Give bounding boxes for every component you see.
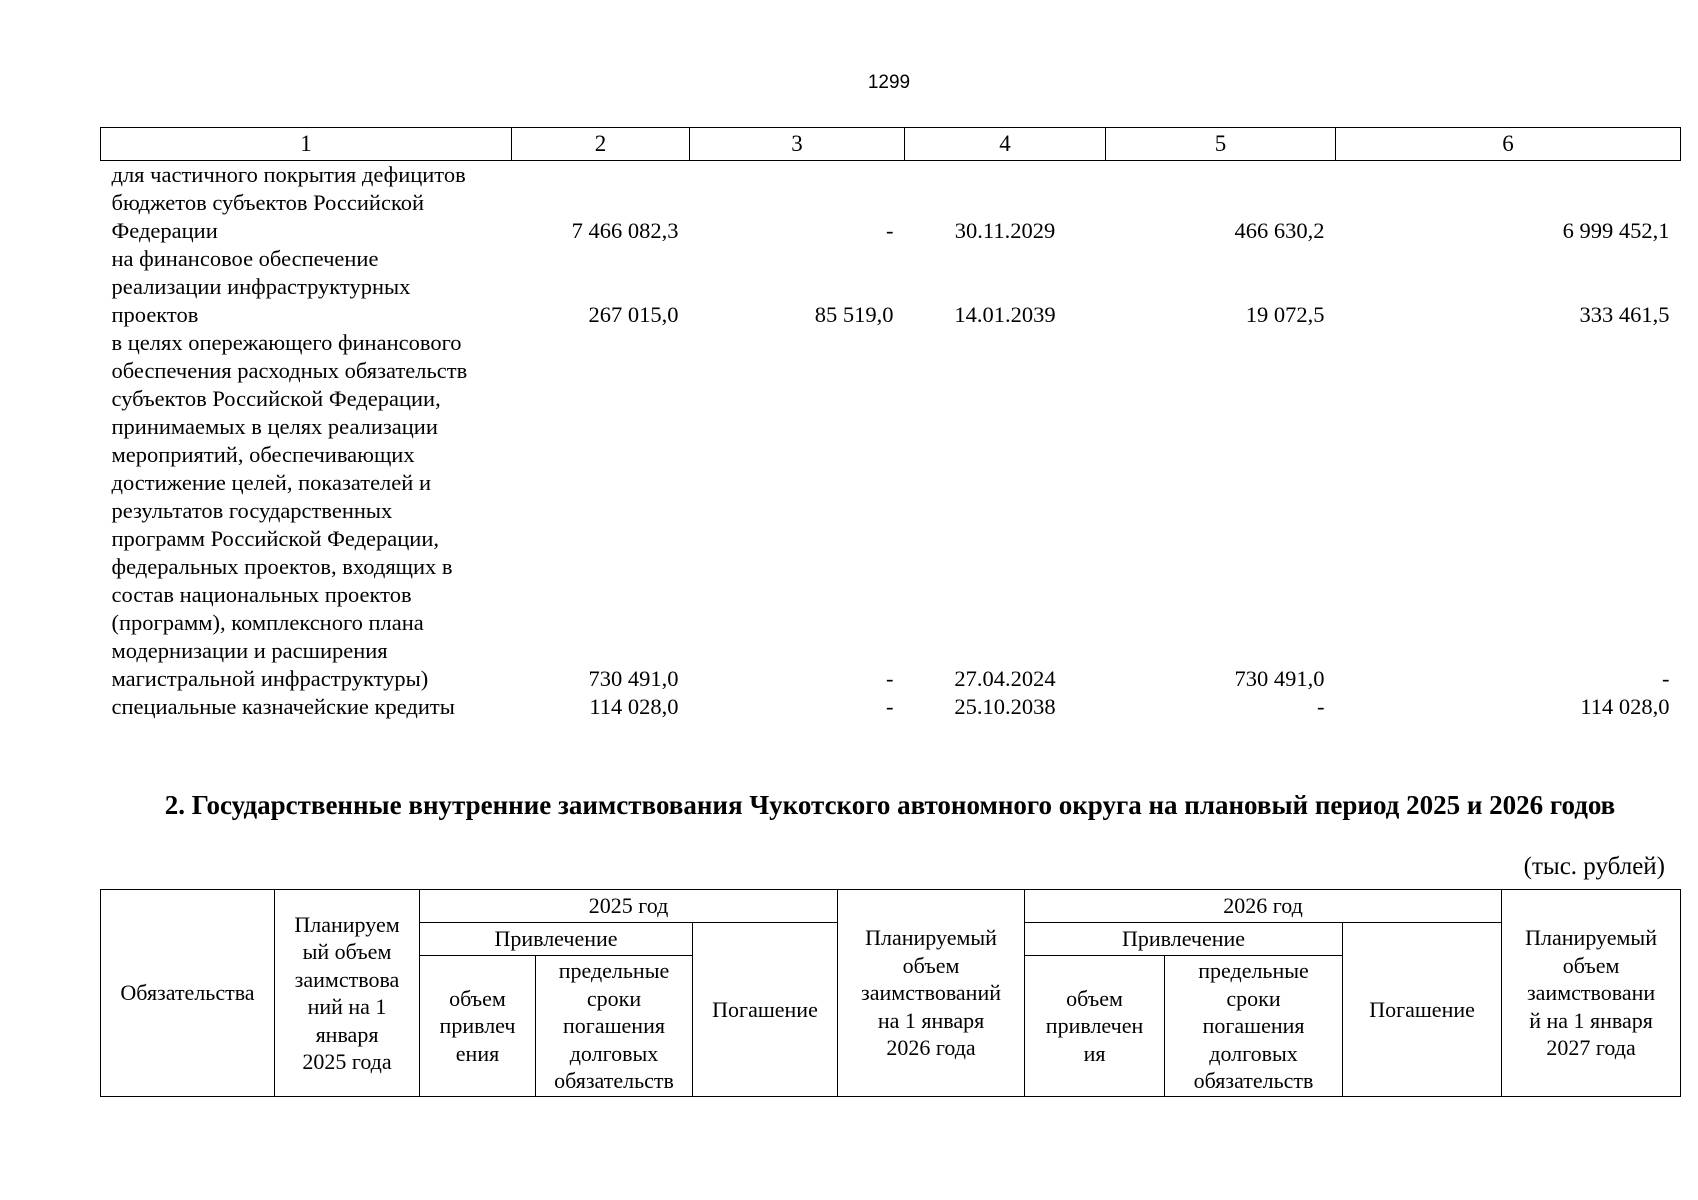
date-cell: 14.01.2039 [954,302,1056,327]
header-line: погашения [1202,1013,1305,1039]
row-name-cell [101,693,512,721]
header-line: привлеч [439,1013,516,1039]
header-line: 2025 года [302,1049,392,1074]
terms-2026-header [1165,956,1343,1097]
table-row [101,693,1681,721]
top-table-col-header: 5 [1106,128,1336,161]
planned-2026-header [838,890,1025,1097]
row-name-line: бюджетов субъектов Российской [111,190,425,215]
planned-2027-header [1502,890,1681,1097]
row-name-line: для частичного покрытия дефицитов [111,162,466,187]
header-line: Планируемый [865,925,997,951]
date-cell: 25.10.2038 [954,694,1056,719]
bottom-table [100,889,1681,1097]
year-2026-header: 2026 год [1025,890,1502,923]
row-name-cell [101,161,512,246]
row-name-line: на финансовое обеспечение [111,246,379,271]
terms-2025-header [536,956,693,1097]
bottom-borrowing-table [100,889,1680,1097]
planned-2025-header [275,890,420,1097]
header-line: Планируем [294,911,400,937]
volume-2025-header [420,956,536,1097]
header-line: долговых [569,1040,659,1066]
row-name-line: достижение целей, показателей и [111,470,431,495]
header-line: 2027 года [1546,1035,1636,1061]
value-cell: 6 999 452,1 [1562,218,1670,243]
volume-2026-header [1025,956,1165,1097]
row-name-line: в целях опережающего финансового [111,330,462,355]
row-name-line: программ Российской Федерации, [111,526,440,551]
header-line: объем [449,985,506,1011]
header-line: обязательств [554,1068,674,1094]
bottom-header-row-1 [101,890,1681,923]
section-title: 2. Государственные внутренние заимствования Чукотского автономного округа на плановый период 2025 и 2026 годов [164,790,1616,820]
attraction-2025-header: Привлечение [420,923,693,956]
date-cell: 27.04.2024 [954,666,1056,691]
repayment-2026-header: Погашение [1343,923,1502,1097]
value-cell: 85 519,0 [814,302,894,327]
header-line: привлечен [1045,1013,1144,1039]
date-cell: 30.11.2029 [954,218,1056,243]
value-cell: 730 491,0 [588,666,679,691]
value-cell: 19 072,5 [1245,302,1325,327]
header-line: сроки [586,985,642,1011]
row-name-line: Федерации [111,218,218,243]
top-borrowing-table [100,127,1680,721]
table-row [101,161,1681,246]
header-line: заимствова [294,966,400,992]
value-cell: - [886,694,894,719]
header-line: заимствовани [1526,980,1656,1006]
top-table-col-header: 4 [905,128,1106,161]
value-cell: 267 015,0 [588,302,679,327]
value-cell: 114 028,0 [1580,694,1670,719]
top-table-col-header: 3 [690,128,905,161]
header-line: ый объем [302,939,392,964]
row-name-line: (программ), комплексного плана [111,610,424,635]
row-name-line: реализации инфраструктурных [111,274,411,299]
row-name-line: состав национальных проектов [111,582,412,607]
header-line: ний на 1 [307,994,387,1019]
header-line: объем [1066,985,1123,1011]
table-row [101,329,1681,693]
header-line: объем [1562,952,1620,978]
row-name-line: модернизации и расширения [111,638,388,663]
year-2025-header: 2025 год [420,890,838,923]
repayment-2025-header: Погашение [693,923,838,1097]
value-cell: - [1317,694,1325,719]
header-line: предельные [1198,958,1309,984]
table-row [101,245,1681,329]
value-cell: 730 491,0 [1234,666,1325,691]
value-cell: 466 630,2 [1234,218,1325,243]
header-line: 2026 года [886,1035,976,1061]
row-name-cell [101,245,512,329]
row-name-line: специальные казначейские кредиты [111,694,455,719]
header-line: Планируемый [1525,925,1657,951]
row-name-line: проектов [111,302,199,327]
top-table-col-header: 1 [101,128,512,161]
header-line: заимствований [861,980,1001,1006]
value-cell: - [1662,666,1670,691]
header-line: предельные [558,958,670,984]
header-line: сроки [1226,985,1281,1011]
header-line: на 1 января [877,1007,985,1033]
row-name-line: результатов государственных [111,498,393,523]
header-line: января [315,1021,379,1047]
top-table-body [101,161,1681,722]
row-name-cell [101,329,512,693]
page-number: 1299 [867,72,911,93]
value-cell: - [886,218,894,243]
top-table [100,127,1681,721]
top-table-col-header: 6 [1336,128,1681,161]
top-table-col-header: 2 [512,128,690,161]
row-name-line: федеральных проектов, входящих в [111,554,453,579]
attraction-2026-header: Привлечение [1025,923,1343,956]
row-name-line: обеспечения расходных обязательств [111,358,468,383]
value-cell: 114 028,0 [589,694,679,719]
value-cell: 333 461,5 [1579,302,1670,327]
header-line: объем [902,952,960,978]
row-name-line: принимаемых в целях реализации [111,414,438,439]
unit-note: (тыс. рублей) [1523,853,1665,880]
header-line: ия [1083,1040,1106,1066]
top-table-header-row [101,128,1681,161]
value-cell: 7 466 082,3 [571,218,679,243]
obligations-header: Обязательства [101,890,275,1097]
header-line: й на 1 января [1529,1007,1653,1033]
header-line: обязательств [1193,1068,1314,1094]
row-name-line: магистральной инфраструктуры) [111,666,429,691]
value-cell: - [886,666,894,691]
header-line: долговых [1209,1040,1298,1066]
header-line: погашения [563,1013,665,1039]
header-line: ения [455,1040,500,1066]
row-name-line: субъектов Российской Федерации, [111,386,441,411]
row-name-line: мероприятий, обеспечивающих [111,442,415,467]
